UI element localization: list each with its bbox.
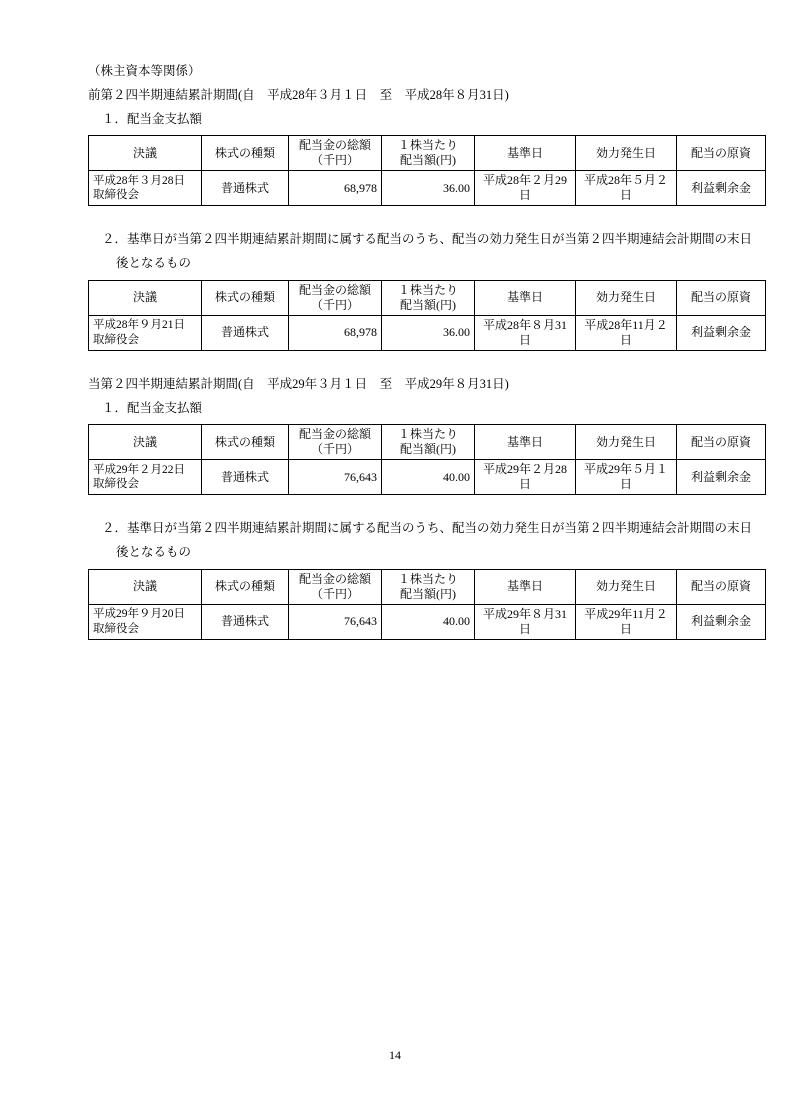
cell-resolution: 平成29年２月22日 取締役会 [89, 460, 202, 495]
col-resolution: 決議 [89, 136, 202, 171]
col-total-amount: 配当金の総額 （千円） [289, 425, 382, 460]
dividend-table-4 [88, 569, 766, 640]
dividend-table-1 [88, 135, 766, 206]
table-header-row [89, 425, 766, 460]
col-resolution: 決議 [89, 425, 202, 460]
col-stock-type: 株式の種類 [202, 280, 289, 315]
col-total-amount: 配当金の総額 （千円） [289, 569, 382, 604]
cell-stock-type: 普通株式 [202, 315, 289, 350]
table-row [89, 604, 766, 639]
section-subtitle-2-cont: 後となるもの [116, 256, 192, 270]
cell-record-date: 平成29年２月28日 [475, 460, 576, 495]
cell-effective-date: 平成29年５月１日 [576, 460, 677, 495]
col-record-date: 基準日 [475, 569, 576, 604]
cell-record-date: 平成28年８月31日 [475, 315, 576, 350]
col-per-share: １株当たり 配当額(円) [382, 136, 475, 171]
cell-total-amount: 76,643 [289, 460, 382, 495]
cell-resolution: 平成29年９月20日 取締役会 [89, 604, 202, 639]
section-subtitle-4-cont: 後となるもの [116, 545, 192, 559]
col-effective-date: 効力発生日 [576, 569, 677, 604]
cell-per-share: 40.00 [382, 460, 475, 495]
col-stock-type: 株式の種類 [202, 136, 289, 171]
table-header-row [89, 136, 766, 171]
col-record-date: 基準日 [475, 280, 576, 315]
page-number: 14 [389, 1048, 401, 1062]
cell-per-share: 36.00 [382, 171, 475, 206]
cell-record-date: 平成29年８月31日 [475, 604, 576, 639]
section-subtitle-2: ２．基準日が当第２四半期連結累計期間に属する配当のうち、配当の効力発生日が当第２四半期連結会計期間の末日 [102, 232, 753, 247]
col-source: 配当の原資 [677, 569, 766, 604]
page-title: （株主資本等関係） [88, 64, 201, 78]
col-effective-date: 効力発生日 [576, 136, 677, 171]
spacer [88, 495, 702, 517]
cell-source: 利益剰余金 [677, 315, 766, 350]
col-total-amount: 配当金の総額 （千円） [289, 136, 382, 171]
cell-effective-date: 平成29年11月２日 [576, 604, 677, 639]
table-header-row [89, 280, 766, 315]
col-source: 配当の原資 [677, 136, 766, 171]
cell-total-amount: 76,643 [289, 604, 382, 639]
col-stock-type: 株式の種類 [202, 569, 289, 604]
col-total-amount: 配当金の総額 （千円） [289, 280, 382, 315]
cell-resolution: 平成28年９月21日 取締役会 [89, 315, 202, 350]
cell-source: 利益剰余金 [677, 604, 766, 639]
section-subtitle-4: ２．基準日が当第２四半期連結累計期間に属する配当のうち、配当の効力発生日が当第２四半期連結会計期間の末日 [102, 521, 753, 536]
section-period-title-1: 前第２四半期連結累計期間(自 平成28年３月１日 至 平成28年８月31日) [88, 87, 509, 102]
col-resolution: 決議 [89, 280, 202, 315]
table-row [89, 315, 766, 350]
spacer [88, 351, 702, 373]
cell-stock-type: 普通株式 [202, 171, 289, 206]
col-source: 配当の原資 [677, 280, 766, 315]
col-per-share: １株当たり 配当額(円) [382, 280, 475, 315]
col-per-share: １株当たり 配当額(円) [382, 425, 475, 460]
cell-record-date: 平成28年２月29日 [475, 171, 576, 206]
col-stock-type: 株式の種類 [202, 425, 289, 460]
col-effective-date: 効力発生日 [576, 280, 677, 315]
cell-total-amount: 68,978 [289, 171, 382, 206]
cell-source: 利益剰余金 [677, 460, 766, 495]
table-row [89, 460, 766, 495]
section-subtitle-3: １．配当金支払額 [102, 400, 203, 415]
cell-total-amount: 68,978 [289, 315, 382, 350]
cell-source: 利益剰余金 [677, 171, 766, 206]
col-resolution: 決議 [89, 569, 202, 604]
section-period-title-3: 当第２四半期連結累計期間(自 平成29年３月１日 至 平成29年８月31日) [88, 376, 509, 391]
col-source: 配当の原資 [677, 425, 766, 460]
col-record-date: 基準日 [475, 136, 576, 171]
cell-stock-type: 普通株式 [202, 604, 289, 639]
dividend-table-2 [88, 280, 766, 351]
dividend-table-3 [88, 424, 766, 495]
cell-per-share: 36.00 [382, 315, 475, 350]
cell-stock-type: 普通株式 [202, 460, 289, 495]
cell-per-share: 40.00 [382, 604, 475, 639]
cell-effective-date: 平成28年11月２日 [576, 315, 677, 350]
cell-resolution: 平成28年３月28日 取締役会 [89, 171, 202, 206]
section-subtitle-1: １．配当金支払額 [102, 111, 203, 126]
col-record-date: 基準日 [475, 425, 576, 460]
spacer [88, 206, 702, 228]
table-row [89, 171, 766, 206]
cell-effective-date: 平成28年５月２日 [576, 171, 677, 206]
table-header-row [89, 569, 766, 604]
col-effective-date: 効力発生日 [576, 425, 677, 460]
col-per-share: １株当たり 配当額(円) [382, 569, 475, 604]
